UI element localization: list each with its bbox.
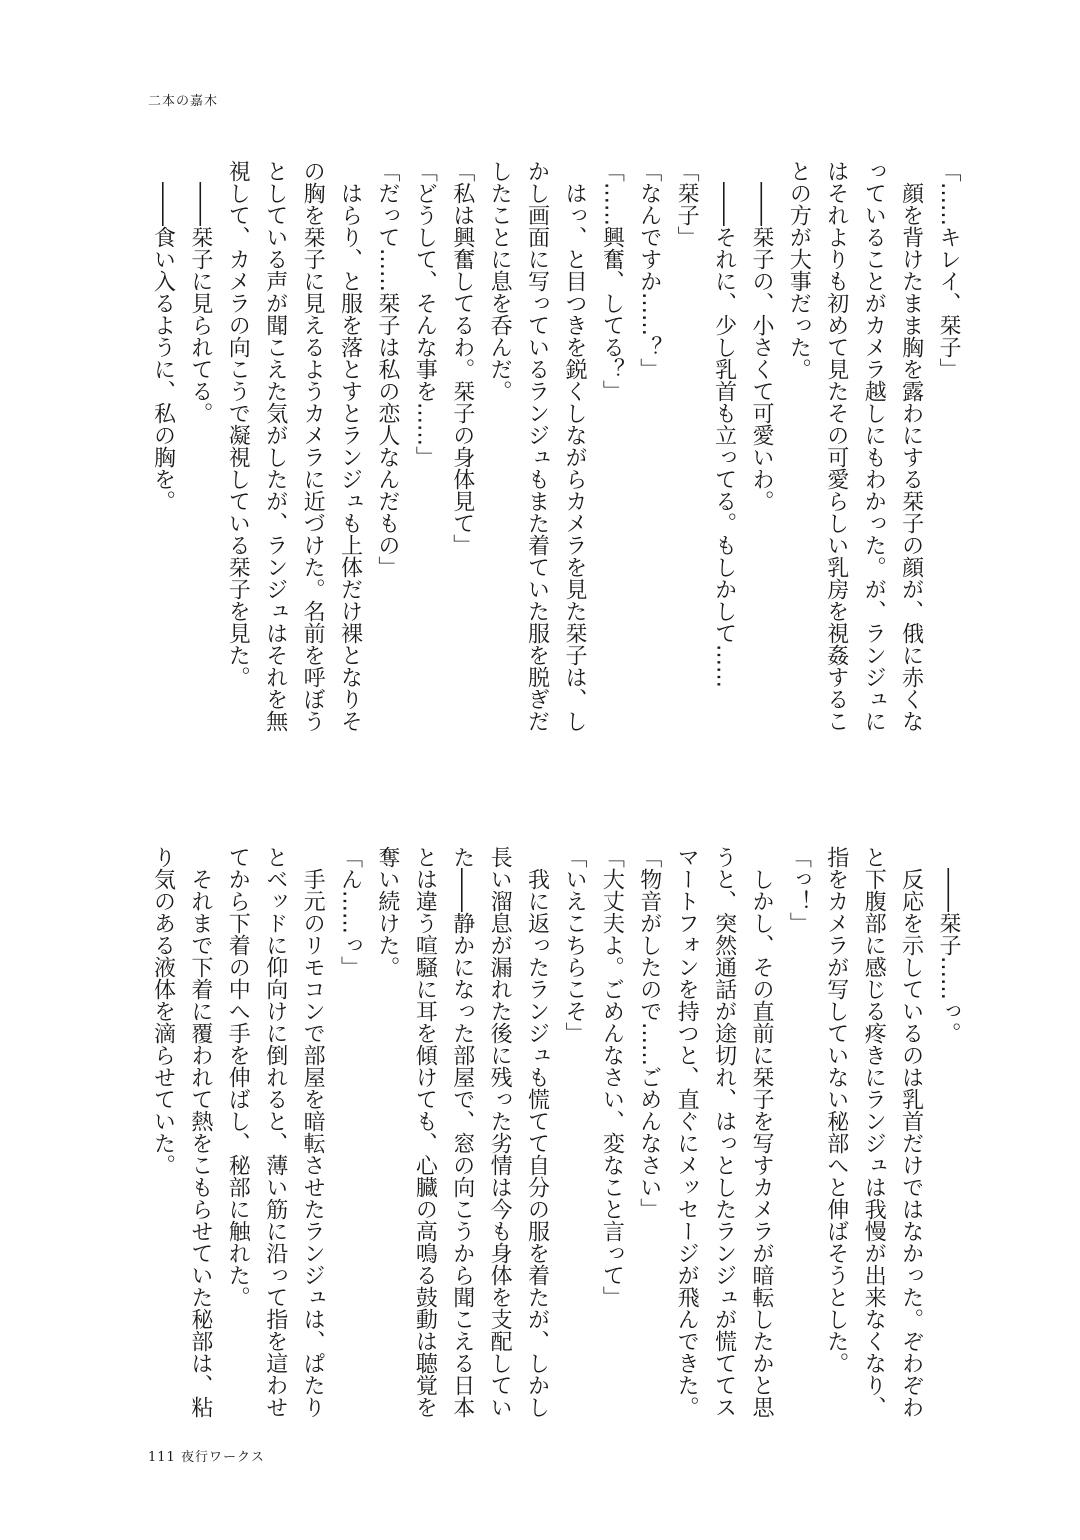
text-column: したことに息を呑んだ。	[487, 160, 513, 402]
text-column: 奪い続けた。	[374, 846, 400, 978]
text-column: 顔を背けたまま胸を露わにする栞子の顔が、俄に赤くな	[898, 160, 924, 732]
text-column: 「……興奮、してる？」	[599, 160, 625, 402]
text-column: 「大丈夫よ。ごめんなさい、変なこと言って」	[599, 846, 625, 1308]
page-number: 111	[148, 1450, 176, 1465]
text-column: 視して、カメラの向こうで凝視している栞子を見た。	[225, 160, 251, 688]
text-column: はらり、と服を落とすとランジュも上体だけ裸となりそ	[337, 160, 363, 732]
text-column: とは違う喧騒に耳を傾けても、心臓の高鳴る鼓動は聴覚を	[412, 846, 438, 1418]
text-column: 「なんですか……？」	[636, 160, 662, 380]
text-column: 「私は興奮してるわ。栞子の身体見て」	[449, 160, 475, 556]
text-column: はそれよりも初めて見たその可愛らしい乳房を視姦するこ	[823, 160, 849, 732]
text-column: しかし、その直前に栞子を写すカメラが暗転したかと思	[748, 846, 774, 1418]
text-column: それまで下着に覆われて熱をこもらせていた秘部は、粘	[187, 846, 213, 1418]
text-column: はっ、と目つきを鋭くしながらカメラを見た栞子は、し	[561, 160, 587, 732]
text-column: ――栞子に見られてる。	[187, 160, 213, 424]
text-column: 「っ！」	[786, 846, 812, 934]
text-block-top	[144, 160, 967, 735]
text-column: 「だって……栞子は私の恋人なんだもの」	[374, 160, 400, 578]
text-column: かし画面に写っているランジュもまた着ていた服を脱ぎだ	[524, 160, 550, 732]
text-column: 我に返ったランジュも慌てて自分の服を着たが、しかし	[524, 846, 550, 1418]
text-column: 指をカメラが写していない秘部へと伸ばそうとした。	[823, 846, 849, 1374]
text-column: マートフォンを持つと、直ぐにメッセージが飛んできた。	[674, 846, 700, 1418]
text-column: とベッドに仰向けに倒れると、薄い筋に沿って指を這わせ	[262, 846, 288, 1418]
text-column: と下腹部に感じる疼きにランジュは我慢が出来なくなり、	[861, 846, 887, 1418]
text-column: 「栞子」	[674, 160, 700, 248]
text-column: ――栞子の、小さくて可愛いわ。	[748, 160, 774, 512]
page-footer	[148, 1446, 265, 1465]
text-column: 「ん……っ」	[337, 846, 363, 978]
text-block-bottom	[144, 846, 967, 1421]
text-column: ――栞子……っ。	[936, 846, 961, 1044]
text-column: 「……キレイ、栞子」	[936, 160, 961, 380]
text-column: ――それに、少し乳首も立ってる。もしかして……	[711, 160, 737, 688]
text-column: っていることがカメラ越しにもわかった。が、ランジュに	[861, 160, 887, 732]
text-column: うと、突然通話が途切れ、はっとしたランジュが慌ててス	[711, 846, 737, 1418]
text-column: 長い溜息が漏れた後に残った劣情は今も身体を支配してい	[487, 846, 513, 1418]
text-column: り気のある液体を滴らせていた。	[150, 846, 176, 1176]
text-column: 反応を示しているのは乳首だけではなかった。ぞわぞわ	[898, 846, 924, 1418]
text-column: 「物音がしたので……ごめんなさい」	[636, 846, 662, 1220]
text-column: 「どうして、そんな事を……」	[412, 160, 438, 468]
text-column: ――食い入るように、私の胸を。	[150, 160, 176, 512]
text-column: の胸を栞子に見えるようカメラに近づけた。名前を呼ぼう	[300, 160, 326, 732]
text-column: てから下着の中へ手を伸ばし、秘部に触れた。	[225, 846, 251, 1308]
publisher-name: 夜行ワークス	[180, 1450, 265, 1465]
text-column: た――静かになった部屋で、窓の向こうから聞こえる日本	[449, 846, 475, 1418]
text-column: 手元のリモコンで部屋を暗転させたランジュは、ぱたり	[300, 846, 326, 1418]
text-column: としている声が聞こえた気がしたが、ランジュはそれを無	[262, 160, 288, 732]
text-column: との方が大事だった。	[786, 160, 812, 380]
text-column: 「いえこちらこそ」	[561, 846, 587, 1044]
running-title: 二本の嘉木	[148, 94, 219, 109]
